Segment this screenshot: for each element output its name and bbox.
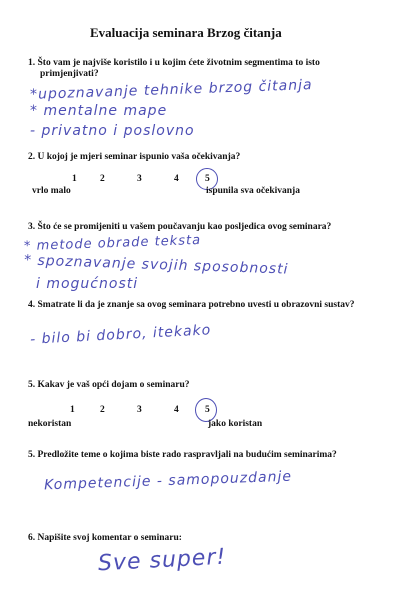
form-title: Evaluacija seminara Brzog čitanja — [90, 25, 282, 40]
q5a-scale-5: 5 — [205, 405, 210, 415]
question-1-line-1: 1. Što vam je najviše koristilo i u kojim ćete životnim segmentima to isto — [28, 58, 320, 68]
q1-answer-1: *upoznavanje tehnike brzog čitanja — [29, 77, 313, 103]
q3-answer-2: * spoznavanje svojih sposobnosti — [23, 252, 289, 278]
q3-answer-3: i mogućnosti — [36, 276, 139, 292]
q5a-scale-3: 3 — [137, 405, 142, 415]
q3-answer-1: * metode obrade teksta — [23, 232, 202, 255]
question-5-topics: 5. Predložite teme o kojima biste rado raspravljali na budućim seminarima? — [28, 450, 337, 460]
q6-answer: Sve super! — [97, 544, 227, 577]
q5a-high-label: jako koristan — [208, 419, 263, 429]
q5b-answer: Kompetencije - samopouzdanje — [43, 468, 293, 494]
q2-scale-5: 5 — [205, 174, 210, 184]
q1-answer-2: * mentalne mape — [30, 103, 168, 119]
question-5-impression: 5. Kakav je vaš opći dojam o seminaru? — [28, 380, 190, 390]
q2-high-label: ispunila sva očekivanja — [206, 186, 300, 196]
q2-scale-4: 4 — [174, 174, 179, 184]
q2-scale-1: 1 — [72, 174, 77, 184]
q2-scale-3: 3 — [137, 174, 142, 184]
question-3: 3. Što će se promijeniti u vašem poučavanju kao posljedica ovog seminara? — [28, 222, 332, 232]
question-6: 6. Napišite svoj komentar o seminaru: — [28, 533, 182, 543]
question-1-line-2: primjenjivati? — [40, 69, 99, 79]
question-4: 4. Smatrate li da je znanje sa ovog seminara potrebno uvesti u obrazovni sustav? — [28, 300, 355, 310]
q1-answer-3: - privatno i poslovno — [30, 123, 195, 139]
q4-answer: - bilo bi dobro, itekako — [29, 322, 212, 348]
q2-scale-2: 2 — [100, 174, 105, 184]
question-1 — [28, 58, 320, 80]
q5a-scale-4: 4 — [174, 405, 179, 415]
q5a-scale-1: 1 — [70, 405, 75, 415]
q2-low-label: vrlo malo — [32, 186, 71, 196]
q5a-low-label: nekoristan — [28, 419, 72, 429]
question-2: 2. U kojoj je mjeri seminar ispunio vaša očekivanja? — [28, 152, 241, 162]
q5a-scale-2: 2 — [100, 405, 105, 415]
